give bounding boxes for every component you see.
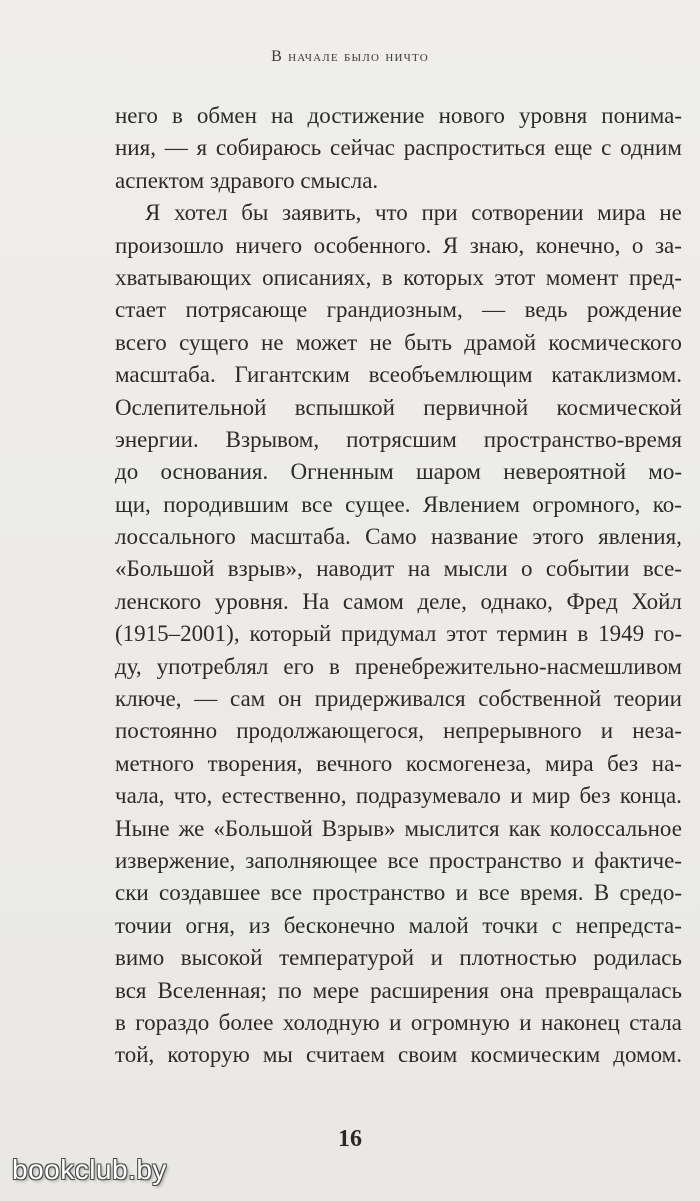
text-line: хватывающих описаниях, в которых этот момент пред- bbox=[115, 264, 682, 290]
text-line: всего сущего не может не быть драмой космического bbox=[115, 329, 682, 355]
text-line: до основания. Огненным шаром невероятной мо- bbox=[115, 459, 682, 485]
text-line: в гораздо более холодную и огромную и наконец стала bbox=[115, 1009, 682, 1035]
text-line: (1915–2001), который придумал этот термин в 1949 го- bbox=[115, 621, 682, 647]
watermark-logo: bookclub.by bbox=[12, 1154, 167, 1185]
text-line: Ослепительной вспышкой первичной космической bbox=[115, 394, 682, 420]
page-number: 16 bbox=[338, 1126, 362, 1152]
text-line: ключе, — сам он придерживался собственной теории bbox=[115, 686, 682, 712]
text-line: ски создавшее все пространство и все время. В средо- bbox=[115, 880, 682, 906]
text-line: вимо высокой температурой и плотностью родилась bbox=[115, 945, 682, 971]
text-line: вся Вселенная; по мере расширения она превращалась bbox=[115, 977, 682, 1003]
text-line: лоссального масштаба. Само название этого явления, bbox=[115, 524, 682, 550]
text-line: стает потрясающе грандиозным, — ведь рождение bbox=[115, 297, 682, 323]
text-line: той, которую мы считаем своим космическим домом. bbox=[115, 1042, 682, 1068]
text-line: «Большой взрыв», наводит на мысли о событии все- bbox=[115, 556, 682, 582]
running-head: В начале было ничто bbox=[271, 48, 429, 65]
text-line: Ныне же «Большой Взрыв» мыслится как колоссальное bbox=[115, 815, 682, 841]
text-line: него в обмен на достижение нового уровня понима- bbox=[115, 103, 682, 128]
text-line: масштаба. Гигантским всеобъемлющим катаклизмом. bbox=[115, 362, 682, 388]
text-line: ния, — я собираюсь сейчас распроститься еще с одним bbox=[115, 135, 682, 161]
text-line: метного творения, вечного космогенеза, мира без на- bbox=[115, 750, 682, 776]
text-line: произошло ничего особенного. Я знаю, конечно, о за- bbox=[115, 232, 682, 258]
text-line: точии огня, из бесконечно малой точки с непредста- bbox=[115, 912, 682, 938]
text-line: извержение, заполняющее все пространство и фактиче- bbox=[115, 847, 682, 873]
text-line: чала, что, естественно, подразумевало и мир без конца. bbox=[115, 783, 682, 809]
text-line: энергии. Взрывом, потрясшим пространство-время bbox=[115, 426, 682, 452]
text-line: ленского уровня. На самом деле, однако, Фред Хойл bbox=[115, 588, 682, 614]
text-line: постоянно продолжающегося, непрерывного и неза- bbox=[115, 718, 682, 744]
text-line: Я хотел бы заявить, что при сотворении мира не bbox=[145, 200, 682, 226]
text-line: ду, употреблял его в пренебрежительно-насмешливом bbox=[115, 653, 682, 679]
text-line: аспектом здравого смысла. bbox=[115, 167, 379, 193]
text-line: щи, породившим все сущее. Явлением огромного, ко- bbox=[115, 491, 682, 517]
body-text bbox=[115, 100, 682, 1072]
